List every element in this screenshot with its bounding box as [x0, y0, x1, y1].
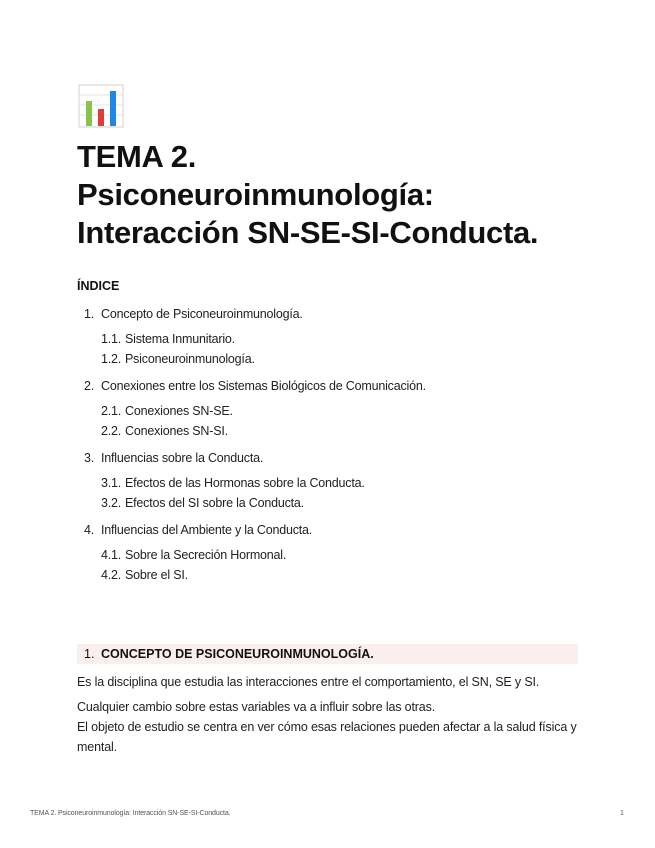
- toc-subitem[interactable]: [101, 329, 584, 349]
- body-paragraph: Cualquier cambio sobre estas variables va a influir sobre las otras.: [77, 700, 436, 714]
- toc-item-number: 2.: [84, 379, 95, 393]
- body-paragraph: El objeto de estudio se centra en ver cómo esas relaciones pueden afectar a la salud física y mental.: [77, 720, 577, 754]
- toc-item[interactable]: [84, 520, 584, 540]
- toc-sublist: [84, 401, 584, 441]
- toc-subitem-label: Efectos de las Hormonas sobre la Conducta.: [125, 476, 365, 490]
- title-line-3: Interacción SN-SE-SI-Conducta.: [77, 215, 539, 250]
- table-of-contents: [84, 304, 584, 592]
- toc-sublist: [84, 545, 584, 585]
- footer-document-title: TEMA 2. Psiconeuroinmunología: Interacción SN-SE-SI-Conducta.: [30, 810, 231, 817]
- toc-subitem-label: Efectos del SI sobre la Conducta.: [125, 496, 304, 510]
- toc-subitem-label: Psiconeuroinmunología.: [125, 352, 255, 366]
- toc-item[interactable]: [84, 304, 584, 324]
- toc-sublist: [84, 473, 584, 513]
- toc-item-number: 4.: [84, 523, 95, 537]
- toc-subitem-label: Conexiones SN-SI.: [125, 424, 228, 438]
- toc-subitem-label: Conexiones SN-SE.: [125, 404, 233, 418]
- toc-item-label: Influencias sobre la Conducta.: [101, 451, 264, 465]
- toc-subitem-number: 3.2.: [101, 496, 122, 510]
- toc-subitem[interactable]: [101, 545, 584, 565]
- toc-item-label: Conexiones entre los Sistemas Biológicos de Comunicación.: [101, 379, 426, 393]
- toc-subitem[interactable]: [101, 473, 584, 493]
- toc-subitem[interactable]: [101, 421, 584, 441]
- toc-item[interactable]: [84, 376, 584, 396]
- toc-item-number: 3.: [84, 451, 95, 465]
- toc-subitem-number: 4.1.: [101, 548, 122, 562]
- document-title: [77, 138, 617, 252]
- toc-item-label: Influencias del Ambiente y la Conducta.: [101, 523, 313, 537]
- toc-subitem-label: Sistema Inmunitario.: [125, 332, 235, 346]
- toc-subitem[interactable]: [101, 565, 584, 585]
- toc-subitem-number: 1.2.: [101, 352, 122, 366]
- section-title: CONCEPTO DE PSICONEUROINMUNOLOGÍA.: [101, 647, 374, 661]
- section-heading: [77, 644, 578, 664]
- title-line-2: Psiconeuroinmunología:: [77, 177, 434, 212]
- index-heading: ÍNDICE: [77, 279, 120, 293]
- toc-subitem[interactable]: [101, 349, 584, 369]
- toc-sublist: [84, 329, 584, 369]
- section-number: 1.: [84, 647, 95, 661]
- bar-chart-icon: [78, 84, 124, 128]
- toc-subitem-number: 4.2.: [101, 568, 122, 582]
- toc-item-label: Concepto de Psiconeuroinmunología.: [101, 307, 303, 321]
- toc-item-number: 1.: [84, 307, 95, 321]
- toc-item[interactable]: [84, 448, 584, 468]
- toc-subitem-number: 2.1.: [101, 404, 122, 418]
- body-paragraph: Es la disciplina que estudia las interacciones entre el comportamiento, el SN, SE y SI.: [77, 675, 540, 689]
- toc-subitem-number: 1.1.: [101, 332, 122, 346]
- toc-subitem-label: Sobre el SI.: [125, 568, 188, 582]
- toc-subitem[interactable]: [101, 493, 584, 513]
- toc-subitem-number: 2.2.: [101, 424, 122, 438]
- toc-subitem[interactable]: [101, 401, 584, 421]
- title-line-1: TEMA 2.: [77, 139, 197, 174]
- toc-subitem-number: 3.1.: [101, 476, 122, 490]
- page-number: 1: [620, 810, 624, 817]
- toc-subitem-label: Sobre la Secreción Hormonal.: [125, 548, 287, 562]
